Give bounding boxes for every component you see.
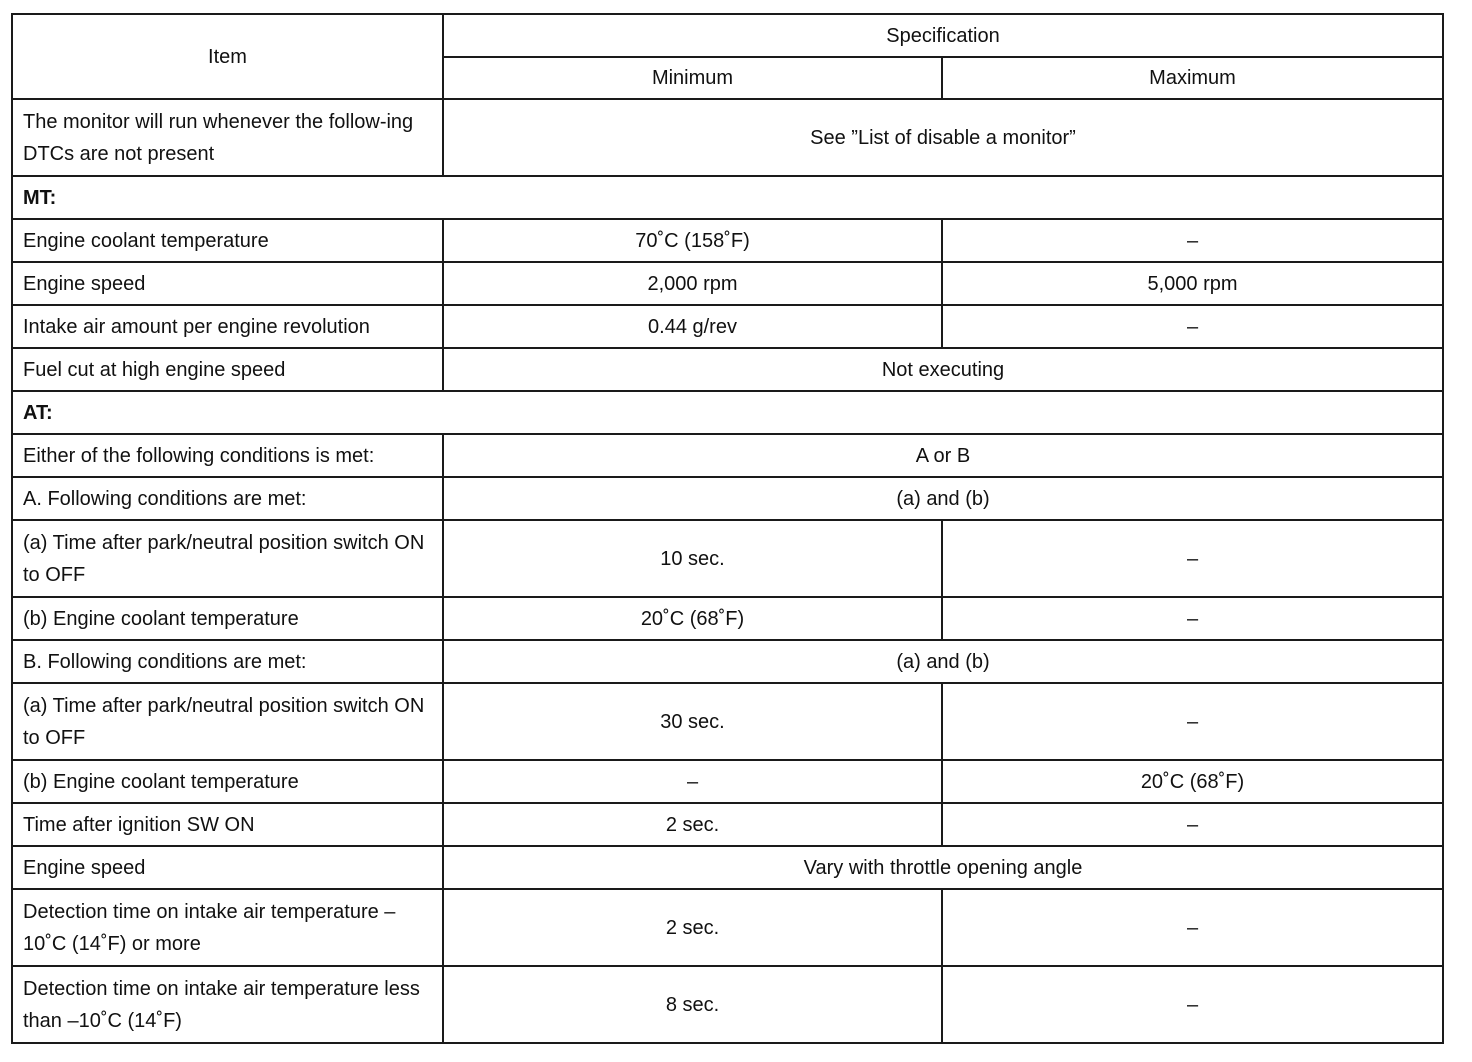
maximum-cell: – bbox=[942, 889, 1443, 966]
maximum-cell: – bbox=[942, 597, 1443, 640]
section-row-mt bbox=[12, 176, 1443, 219]
table-row bbox=[12, 803, 1443, 846]
minimum-cell: 8 sec. bbox=[443, 966, 942, 1043]
minimum-cell: 2 sec. bbox=[443, 803, 942, 846]
maximum-header: Maximum bbox=[942, 57, 1443, 99]
minimum-cell: 20˚C (68˚F) bbox=[443, 597, 942, 640]
item-cell: (a) Time after park/neutral position switch ON to OFF bbox=[12, 683, 443, 760]
maximum-cell: 5,000 rpm bbox=[942, 262, 1443, 305]
maximum-cell: – bbox=[942, 305, 1443, 348]
item-cell: (b) Engine coolant temperature bbox=[12, 760, 443, 803]
item-cell: Engine speed bbox=[12, 846, 443, 889]
maximum-cell: – bbox=[942, 520, 1443, 597]
section-label: AT: bbox=[12, 391, 1443, 434]
table-row bbox=[12, 846, 1443, 889]
spec-cell: See ”List of disable a monitor” bbox=[443, 99, 1443, 176]
item-cell: Either of the following conditions is met: bbox=[12, 434, 443, 477]
table-row bbox=[12, 520, 1443, 597]
minimum-cell: 30 sec. bbox=[443, 683, 942, 760]
table-row bbox=[12, 477, 1443, 520]
specification-header: Specification bbox=[443, 14, 1443, 57]
minimum-cell: 0.44 g/rev bbox=[443, 305, 942, 348]
maximum-cell: – bbox=[942, 803, 1443, 846]
table-row bbox=[12, 219, 1443, 262]
item-cell: Intake air amount per engine revolution bbox=[12, 305, 443, 348]
minimum-cell: 70˚C (158˚F) bbox=[443, 219, 942, 262]
minimum-cell: 10 sec. bbox=[443, 520, 942, 597]
specification-table bbox=[11, 13, 1444, 1044]
section-label: MT: bbox=[12, 176, 1443, 219]
item-cell: (b) Engine coolant temperature bbox=[12, 597, 443, 640]
table-row bbox=[12, 597, 1443, 640]
item-cell: Detection time on intake air temperature less than –10˚C (14˚F) bbox=[12, 966, 443, 1043]
spec-cell: Vary with throttle opening angle bbox=[443, 846, 1443, 889]
table-row bbox=[12, 966, 1443, 1043]
item-cell: (a) Time after park/neutral position switch ON to OFF bbox=[12, 520, 443, 597]
spec-cell: (a) and (b) bbox=[443, 477, 1443, 520]
minimum-header: Minimum bbox=[443, 57, 942, 99]
minimum-cell: 2 sec. bbox=[443, 889, 942, 966]
header-row bbox=[12, 14, 1443, 57]
table-row bbox=[12, 640, 1443, 683]
item-cell: Fuel cut at high engine speed bbox=[12, 348, 443, 391]
item-cell: Time after ignition SW ON bbox=[12, 803, 443, 846]
table-row bbox=[12, 99, 1443, 176]
item-cell: The monitor will run whenever the follow-ing DTCs are not present bbox=[12, 99, 443, 176]
item-header: Item bbox=[12, 14, 443, 99]
table-row bbox=[12, 348, 1443, 391]
maximum-cell: – bbox=[942, 219, 1443, 262]
maximum-cell: 20˚C (68˚F) bbox=[942, 760, 1443, 803]
maximum-cell: – bbox=[942, 966, 1443, 1043]
table-row bbox=[12, 434, 1443, 477]
section-row-at bbox=[12, 391, 1443, 434]
item-cell: A. Following conditions are met: bbox=[12, 477, 443, 520]
item-cell: B. Following conditions are met: bbox=[12, 640, 443, 683]
table-row bbox=[12, 760, 1443, 803]
table-row bbox=[12, 889, 1443, 966]
item-cell: Detection time on intake air temperature –10˚C (14˚F) or more bbox=[12, 889, 443, 966]
spec-cell: (a) and (b) bbox=[443, 640, 1443, 683]
minimum-cell: – bbox=[443, 760, 942, 803]
item-cell: Engine coolant temperature bbox=[12, 219, 443, 262]
table-row bbox=[12, 683, 1443, 760]
minimum-cell: 2,000 rpm bbox=[443, 262, 942, 305]
item-cell: Engine speed bbox=[12, 262, 443, 305]
maximum-cell: – bbox=[942, 683, 1443, 760]
spec-cell: Not executing bbox=[443, 348, 1443, 391]
table-row bbox=[12, 262, 1443, 305]
spec-cell: A or B bbox=[443, 434, 1443, 477]
table-row bbox=[12, 305, 1443, 348]
